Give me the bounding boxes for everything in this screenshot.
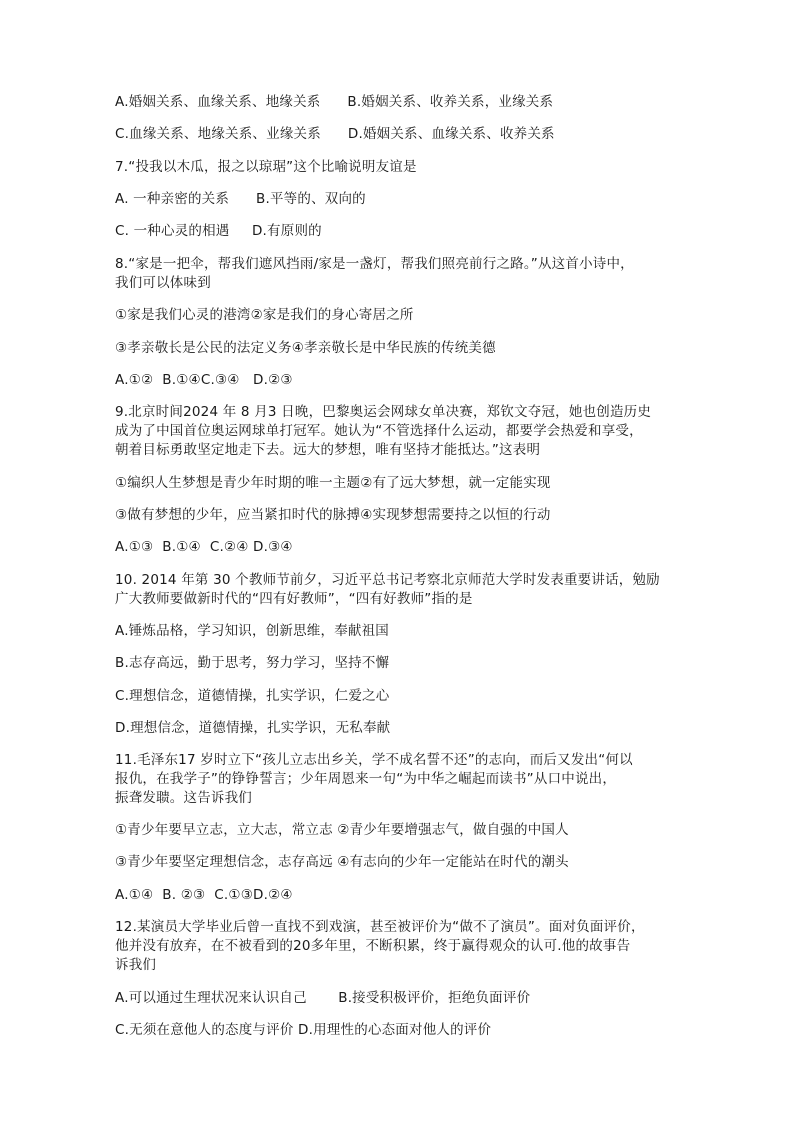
q7-stem: 7.“投我以木瓜，报之以琼琚”这个比喻说明友谊是 <box>115 159 417 175</box>
q10-option-a: A.锤炼品格，学习知识，创新思维，奉献祖国 <box>115 623 389 639</box>
q9-options: A.①③ B.①④ C.②④ D.③④ <box>115 539 293 555</box>
q11-options: A.①④ B. ②③ C.①③D.②④ <box>115 887 293 903</box>
q8-statement-34: ③孝亲敬长是公民的法定义务④孝亲敬长是中华民族的传统美德 <box>115 340 496 356</box>
q10-stem-line2: 广大教师要做新时代的“四有好教师”，“四有好教师”指的是 <box>115 591 473 607</box>
q11-stem-line1: 11.毛泽东17 岁时立下“孩儿立志出乡关，学不成名誓不还”的志向，而后又发出“何以 <box>115 752 633 768</box>
q6-options-cd: C.血缘关系、地缘关系、业缘关系 D.婚姻关系、血缘关系、收养关系 <box>115 126 555 142</box>
q9-statement-34: ③做有梦想的少年，应当紧扣时代的脉搏④实现梦想需要持之以恒的行动 <box>115 507 551 523</box>
q10-option-d: D.理想信念，道德情操，扎实学识，无私奉献 <box>115 720 391 736</box>
q8-options: A.①② B.①④C.③④ D.②③ <box>115 372 293 388</box>
q10-stem-line1: 10. 2014 年第 30 个教师节前夕，习近平总书记考察北京师范大学时发表重要讲话，勉励 <box>115 572 660 588</box>
q9-stem-line2: 成为了中国首位奥运网球单打冠军。她认为“不管选择什么运动，都要学会热爱和享受， <box>115 423 643 439</box>
q12-options-cd: C.无须在意他人的态度与评价 D.用理性的心态面对他人的评价 <box>115 1022 492 1038</box>
q7-options-ab: A. 一种亲密的关系 B.平等的、双向的 <box>115 191 366 207</box>
q10-option-b: B.志存高远，勤于思考，努力学习，坚持不懈 <box>115 655 390 671</box>
q10-option-c: C.理想信念，道德情操，扎实学识，仁爱之心 <box>115 688 390 704</box>
q8-stem-line1: 8.“家是一把伞，帮我们遮风挡雨/家是一盏灯，帮我们照亮前行之路。”从这首小诗中， <box>115 256 634 272</box>
q7-options-cd: C. 一种心灵的相遇 D.有原则的 <box>115 223 322 239</box>
q9-stem-line1: 9.北京时间2024 年 8 月3 日晚，巴黎奥运会网球女单决赛，郑钦文夺冠，她也创造历史 <box>115 404 652 420</box>
q8-stem-line2: 我们可以体味到 <box>115 275 211 291</box>
q6-options-ab: A.婚姻关系、血缘关系、地缘关系 B.婚姻关系、收养关系，业缘关系 <box>115 94 554 110</box>
q9-statement-12: ①编织人生梦想是青少年时期的唯一主题②有了远大梦想，就一定能实现 <box>115 475 551 491</box>
q8-statement-12: ①家是我们心灵的港湾②家是我们的身心寄居之所 <box>115 307 414 323</box>
q11-stem-line2: 报仇，在我学子”的铮铮誓言；少年周恩来一句“为中华之崛起而读书”从口中说出， <box>115 771 617 787</box>
q11-statement-34: ③青少年要坚定理想信念，志存高远 ④有志向的少年一定能站在时代的潮头 <box>115 854 569 870</box>
q12-stem-line3: 诉我们 <box>115 957 157 973</box>
q9-stem-line3: 朝着目标勇敢坚定地走下去。远大的梦想，唯有坚持才能抵达。”这表明 <box>115 442 541 458</box>
q11-stem-line3: 振聋发聩。这告诉我们 <box>115 790 252 806</box>
q12-stem-line1: 12.某演员大学毕业后曾一直找不到戏演，甚至被评价为“做不了演员”。面对负面评价， <box>115 919 645 935</box>
q12-options-ab: A.可以通过生理状况来认识自己 B.接受积极评价，拒绝负面评价 <box>115 990 531 1006</box>
q12-stem-line2: 他并没有放弃，在不被看到的20多年里，不断积累，终于赢得观众的认可.他的故事告 <box>115 938 631 954</box>
q11-statement-12: ①青少年要早立志，立大志，常立志 ②青少年要增强志气，做自强的中国人 <box>115 822 569 838</box>
